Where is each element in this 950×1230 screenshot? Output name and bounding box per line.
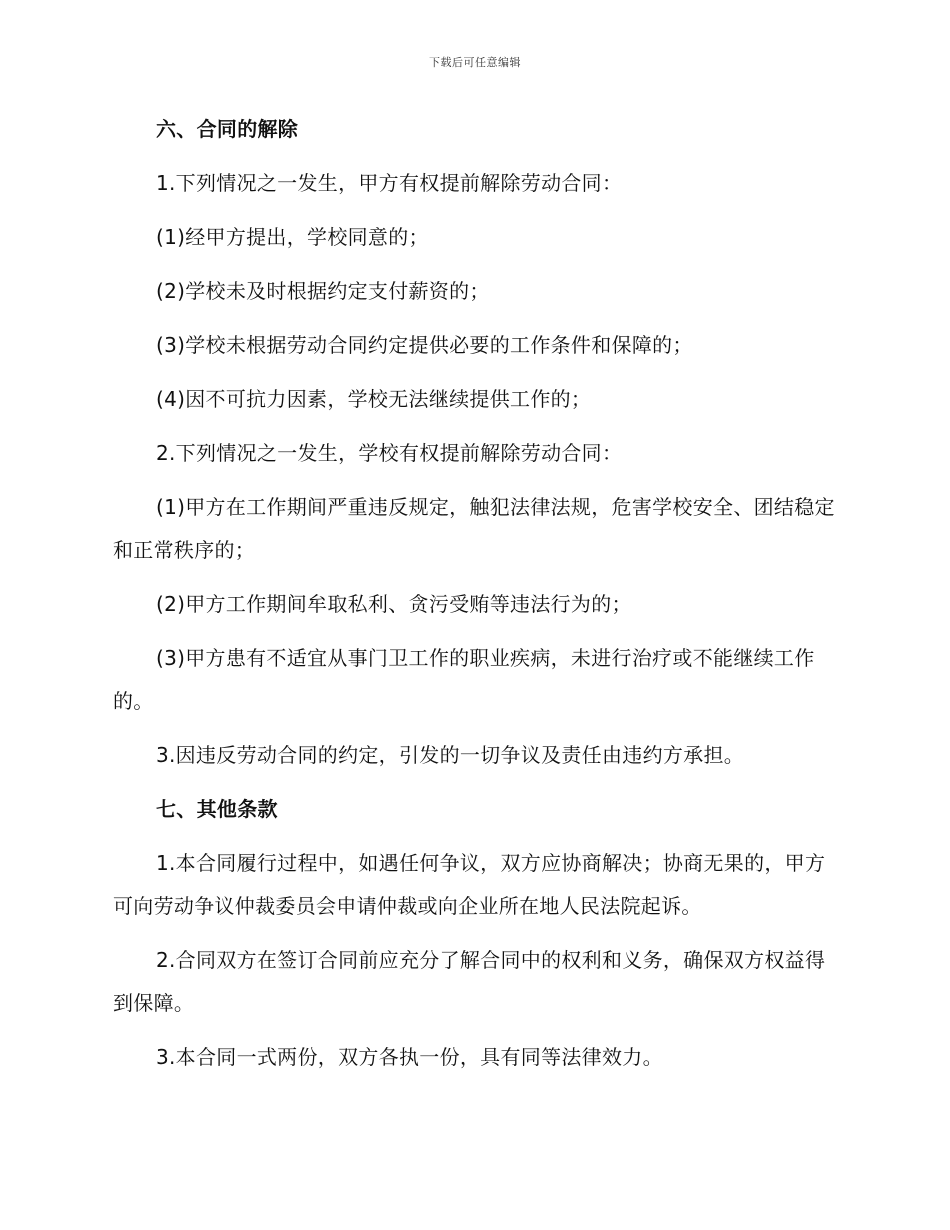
section-heading: 七、其他条款 (156, 797, 278, 821)
paragraph: (3)甲方患有不适宜从事门卫工作的职业疾病，未进行治疗或不能继续工作的。 (113, 646, 815, 713)
paragraph: (1)经甲方提出，学校同意的； (156, 225, 429, 249)
page-header-note: 下载后可任意编辑 (429, 56, 521, 69)
paragraph: (2)甲方工作期间牟取私利、贪污受贿等违法行为的； (156, 592, 632, 616)
paragraph: (3)学校未根据劳动合同约定提供必要的工作条件和保障的； (156, 333, 693, 357)
document-body (113, 108, 837, 1090)
paragraph: 2.下列情况之一发生，学校有权提前解除劳动合同： (156, 441, 623, 465)
paragraph: 2.合同双方在签订合同前应充分了解合同中的权利和义务，确保双方权益得到保障。 (113, 948, 826, 1015)
section-termination (113, 108, 837, 777)
paragraph: 3.本合同一式两份，双方各执一份，具有同等法律效力。 (156, 1045, 663, 1069)
section-heading: 六、合同的解除 (156, 117, 299, 141)
paragraph: 3.因违反劳动合同的约定，引发的一切争议及责任由违约方承担。 (156, 743, 745, 767)
paragraph: (1)甲方在工作期间严重违反规定，触犯法律法规，危害学校安全、团结稳定和正常秩序的； (113, 495, 835, 562)
paragraph: (4)因不可抗力因素，学校无法继续提供工作的； (156, 387, 592, 411)
section-other-terms (113, 788, 837, 1079)
paragraph: 1.本合同履行过程中，如遇任何争议，双方应协商解决；协商无果的，甲方可向劳动争议仲裁委员会申请仲裁或向企业所在地人民法院起诉。 (113, 851, 826, 918)
paragraph: 1.下列情况之一发生，甲方有权提前解除劳动合同： (156, 171, 623, 195)
paragraph: (2)学校未及时根据约定支付薪资的； (156, 279, 490, 303)
